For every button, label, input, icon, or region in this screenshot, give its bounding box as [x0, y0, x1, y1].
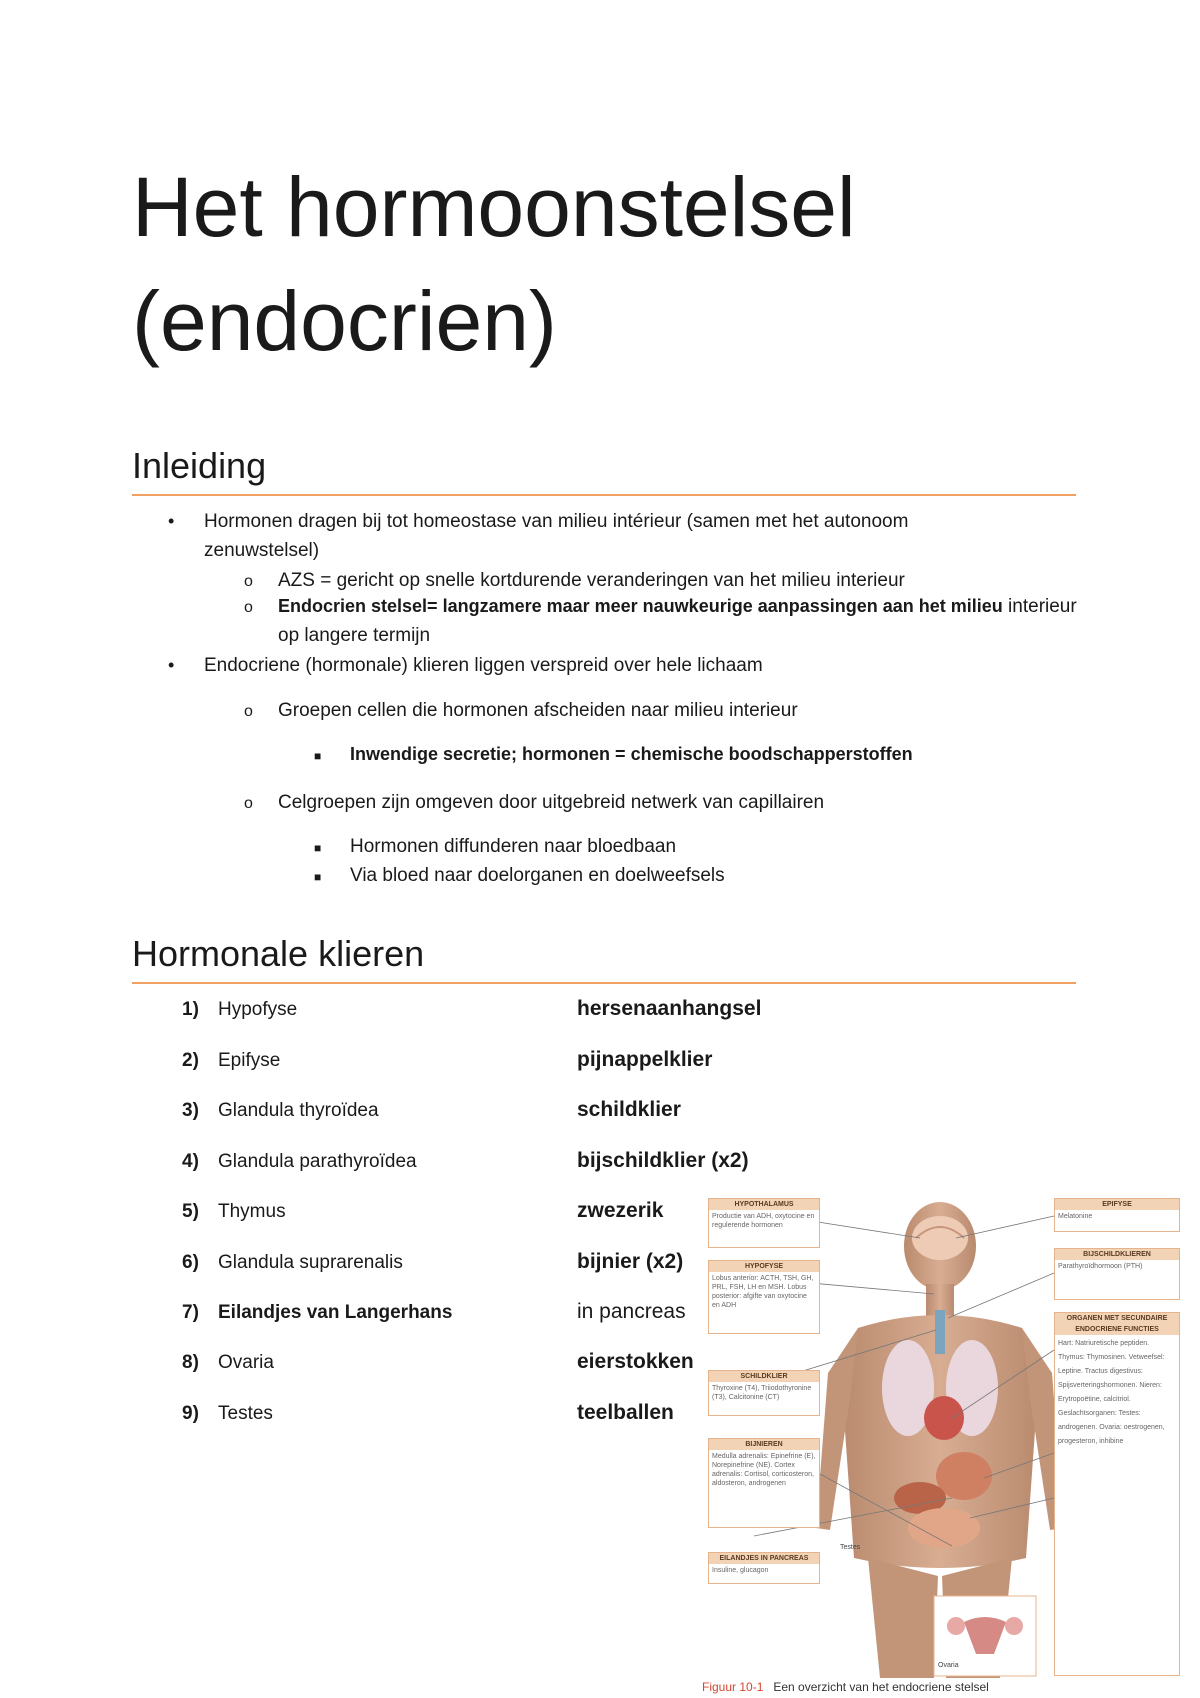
- box-text: Productie van ADH, oxytocine en regulerende hormonen: [712, 1213, 815, 1229]
- bullet-text: Hormonen dragen bij tot homeostase van milieu intérieur (samen met het autonoom: [204, 511, 909, 532]
- box-header: BIJSCHILDKLIEREN: [1055, 1249, 1179, 1260]
- endocrine-system-figure: [708, 1198, 1178, 1678]
- gland-number: 4): [182, 1151, 199, 1172]
- box-text: Thyroxine (T4), Triiodothyronine (T3), Calcitonine (CT): [712, 1385, 812, 1401]
- page-title: [132, 150, 1132, 378]
- gland-dutch-name: teelballen: [577, 1401, 674, 1424]
- bold-text: Endocrien stelsel= langzamere maar meer nauwkeurige aanpassingen aan het milieu: [278, 596, 1003, 616]
- heading-inleiding: Inleiding: [132, 444, 1076, 496]
- sub-bullet-o: o: [244, 573, 253, 590]
- gland-dutch-name: bijnier (x2): [577, 1250, 684, 1273]
- gland-latin-name: Testes: [218, 1403, 273, 1424]
- gland-latin-name: Glandula suprarenalis: [218, 1252, 403, 1273]
- box-eilandjes: [708, 1552, 820, 1584]
- caption-text: Een overzicht van het endocriene stelsel: [773, 1680, 989, 1694]
- square-bullet: ■: [314, 841, 322, 855]
- box-schildklier: [708, 1370, 820, 1416]
- gland-dutch-name: schildklier: [577, 1098, 681, 1121]
- box-header: ORGANEN MET SECUNDAIRE ENDOCRIENE FUNCTIES: [1055, 1313, 1179, 1335]
- sub-bullet-o: o: [244, 795, 253, 812]
- gland-number: 9): [182, 1403, 199, 1424]
- sub-bullet-text: Celgroepen zijn omgeven door uitgebreid netwerk van capillairen: [278, 792, 825, 813]
- figure-caption: [702, 1680, 989, 1694]
- bullet-dot: •: [168, 655, 175, 675]
- label-testes: Testes: [840, 1544, 861, 1551]
- gland-latin-name: Thymus: [218, 1201, 286, 1222]
- gland-number: 8): [182, 1352, 199, 1373]
- sub-sub-bullet-text: Via bloed naar doelorganen en doelweefsels: [350, 865, 725, 886]
- sub-bullet-o: o: [244, 703, 253, 720]
- sub-sub-bullet-text: Inwendige secretie; hormonen = chemische boodschapperstoffen: [350, 744, 913, 764]
- gland-latin-name: Hypofyse: [218, 999, 298, 1020]
- box-text: Lobus anterior: ACTH, TSH, GH, PRL, FSH, LH en MSH. Lobus posterior: afgifte van oxytocine en ADH: [712, 1275, 814, 1309]
- title-line-1: Het hormoonstelsel: [132, 160, 856, 254]
- sub-bullet-text: [278, 593, 1077, 620]
- box-header: EPIFYSE: [1055, 1199, 1179, 1210]
- box-header: EILANDJES IN PANCREAS: [709, 1553, 819, 1564]
- gland-number: 5): [182, 1201, 199, 1222]
- gland-latin-name: Glandula thyroïdea: [218, 1100, 379, 1121]
- gland-latin-name: Glandula parathyroïdea: [218, 1151, 417, 1172]
- gland-number: 3): [182, 1100, 199, 1121]
- bullet-dot: •: [168, 511, 175, 531]
- heading-hormonale-klieren: Hormonale klieren: [132, 932, 1076, 984]
- square-bullet: ■: [314, 749, 322, 763]
- box-hypothalamus: [708, 1198, 820, 1248]
- box-text: Medulla adrenalis: Epinefrine (E), Norepinefrine (NE). Cortex adrenalis: Cortisol, corticosteron, aldosteron, androgenen: [712, 1453, 816, 1487]
- box-text: Melatonine: [1058, 1213, 1093, 1220]
- gland-dutch-name: zwezerik: [577, 1199, 664, 1222]
- box-header: HYPOFYSE: [709, 1261, 819, 1272]
- gland-number: 2): [182, 1050, 199, 1071]
- gland-dutch-name: in pancreas: [577, 1300, 686, 1323]
- label-ovaria: Ovaria: [938, 1662, 959, 1669]
- box-text: Parathyroïdhormoon (PTH): [1058, 1263, 1143, 1270]
- box-header: HYPOTHALAMUS: [709, 1199, 819, 1210]
- square-bullet: ■: [314, 870, 322, 884]
- box-header: BIJNIEREN: [709, 1439, 819, 1450]
- sub-bullet-o: o: [244, 599, 253, 616]
- gland-latin-name: Eilandjes van Langerhans: [218, 1302, 453, 1323]
- box-secundair: [1054, 1312, 1180, 1676]
- box-epifyse: [1054, 1198, 1180, 1232]
- title-line-2: (endocrien): [132, 274, 557, 368]
- bullet-text: Endocriene (hormonale) klieren liggen verspreid over hele lichaam: [204, 655, 763, 676]
- box-bijschildklieren: [1054, 1248, 1180, 1300]
- sub-sub-bullet-text: Hormonen diffunderen naar bloedbaan: [350, 836, 677, 857]
- gland-number: 7): [182, 1302, 199, 1323]
- gland-number: 1): [182, 999, 199, 1020]
- gland-number: 6): [182, 1252, 199, 1273]
- box-text: Insuline, glucagon: [712, 1567, 769, 1574]
- gland-latin-name: Ovaria: [218, 1352, 274, 1373]
- gland-latin-name: Epifyse: [218, 1050, 281, 1071]
- sub-bullet-text: AZS = gericht op snelle kortdurende veranderingen van het milieu interieur: [278, 570, 905, 591]
- plain-text: interieur: [1002, 596, 1077, 617]
- gland-dutch-name: hersenaanhangsel: [577, 997, 762, 1020]
- box-text: Hart: Natriuretische peptiden. Thymus: Thymosinen. Vetweefsel: Leptine. Tractus digestivus: Spijsverteringshormonen. Nieren: Erytropoëtine, calcitriol. Geslachtsorganen: Testes: androgenen. Ovaria: oestrogenen, progesteron, inhibine: [1058, 1340, 1165, 1445]
- sub-bullet-text-cont: op langere termijn: [278, 625, 431, 646]
- box-bijnieren: [708, 1438, 820, 1528]
- box-header: SCHILDKLIER: [709, 1371, 819, 1382]
- gland-dutch-name: pijnappelklier: [577, 1048, 713, 1071]
- caption-number: Figuur 10-1: [702, 1680, 764, 1694]
- sub-bullet-text: Groepen cellen die hormonen afscheiden naar milieu interieur: [278, 700, 798, 721]
- bullet-text-cont: zenuwstelsel): [204, 540, 320, 561]
- gland-dutch-name: bijschildklier (x2): [577, 1149, 749, 1172]
- box-hypofyse: [708, 1260, 820, 1334]
- gland-dutch-name: eierstokken: [577, 1350, 694, 1373]
